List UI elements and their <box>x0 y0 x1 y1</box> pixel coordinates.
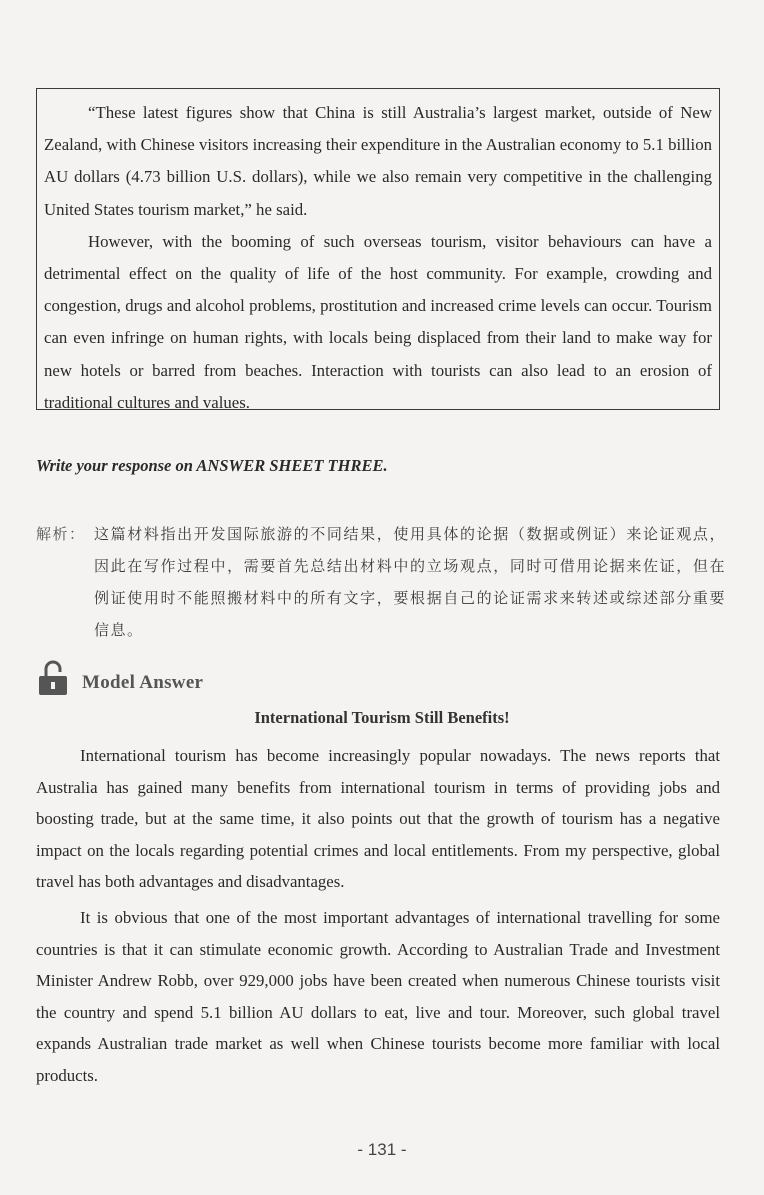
quote-box <box>36 88 720 410</box>
lock-icon <box>38 660 68 696</box>
model-answer-header <box>38 658 338 698</box>
analysis-section <box>36 518 726 646</box>
page-number: - 131 - <box>357 1140 407 1159</box>
answer-title: International Tourism Still Benefits! <box>254 708 510 727</box>
instruction-text: Write your response on ANSWER SHEET THREE. <box>36 456 388 475</box>
analysis-body: 这篇材料指出开发国际旅游的不同结果，使用具体的论据（数据或例证）来论证观点，因此在写作过程中，需要首先总结出材料中的立场观点，同时可借用论据来佐证，但在例证使用时不能照搬材料中的所有文字，要根据自己的论证需求来转述或综述部分重要信息。 <box>94 525 726 639</box>
answer-paragraph: It is obvious that one of the most important advantages of international travelling for some countries is that it can stimulate economic growth. According to Australian Trade and Investment Minister Andrew Robb, over 929,000 jobs have been created when numerous Chinese tourists visit the country and spend 5.1 billion AU dollars to eat, live and tour. Moreover, such global travel expands Australian trade market as well when Chinese tourists become more familiar with local products. <box>36 907 720 1085</box>
quote-paragraph: “These latest figures show that China is still Australia’s largest market, outside of New Zealand, with Chinese visitors increasing their expenditure in the Australian economy to 5.1 billion AU dollars (4.73 billion U.S. dollars), while we also remain very competitive in the challenging United States tourism market,” he said. <box>44 103 712 219</box>
answer-paragraph: International tourism has become increasingly popular nowadays. The news reports that Australia has gained many benefits from international tourism in terms of providing jobs and boosting trade, but at the same time, it also points out that the growth of tourism has a negative impact on the locals regarding potential crimes and local entitlements. From my perspective, global travel has both advantages and disadvantages. <box>36 746 720 892</box>
quote-paragraph: However, with the booming of such overseas tourism, visitor behaviours can have a detrimental effect on the quality of life of the host community. For example, crowding and congestion, drugs and alcohol problems, prostitution and increased crime levels can occur. Tourism can even infringe on human rights, with locals being displaced from their land to make way for new hotels or barred from beaches. Interaction with tourists can also lead to an erosion of traditional cultures and values. <box>44 231 712 412</box>
analysis-tag: 解析： <box>36 525 86 543</box>
model-answer-body <box>36 740 720 1096</box>
model-answer-label: Model Answer <box>82 672 204 693</box>
